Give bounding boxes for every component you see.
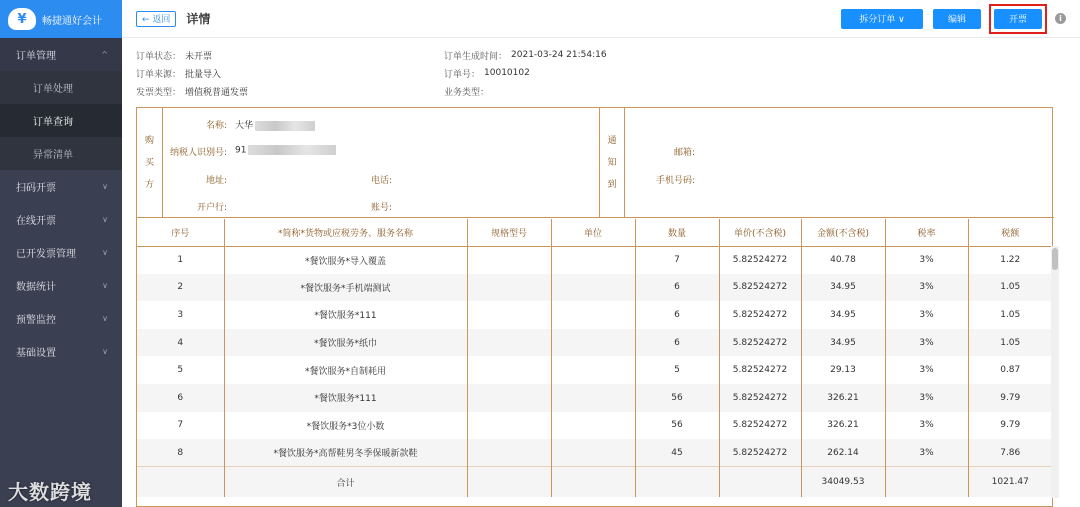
cell: 326.21 bbox=[801, 384, 885, 412]
items-table bbox=[137, 219, 1052, 497]
redacted-block bbox=[255, 121, 315, 131]
cell: 5.82524272 bbox=[719, 412, 801, 440]
cell: 29.13 bbox=[801, 356, 885, 384]
cell bbox=[551, 384, 635, 412]
order-no-value: 10010102 bbox=[484, 68, 530, 78]
cell bbox=[467, 356, 551, 384]
bank-label: 开户行: bbox=[196, 203, 227, 213]
col-header: 单位 bbox=[551, 219, 635, 246]
cell: 0.87 bbox=[1000, 365, 1021, 376]
table-row[interactable] bbox=[137, 412, 1052, 440]
menu-label: 订单管理 bbox=[16, 51, 56, 62]
cell: 262.14 bbox=[801, 439, 885, 467]
total-amount: 34049.53 bbox=[801, 467, 885, 497]
cell bbox=[551, 467, 635, 497]
cell bbox=[467, 246, 551, 274]
menu-statistics[interactable] bbox=[0, 269, 122, 302]
cell: *餐饮服务*纸巾 bbox=[224, 329, 467, 357]
table-scrollbar-thumb[interactable] bbox=[1052, 248, 1058, 270]
side-char: 购 bbox=[144, 136, 154, 146]
cell: 1.05 bbox=[968, 329, 1052, 357]
cell bbox=[137, 467, 224, 497]
table-row[interactable] bbox=[137, 274, 1052, 302]
cell: 1.05 bbox=[968, 274, 1052, 302]
col-header: 数量 bbox=[635, 219, 719, 246]
cell bbox=[635, 467, 719, 497]
side-char: 方 bbox=[144, 180, 154, 190]
cell: 7.86 bbox=[968, 439, 1052, 467]
cell bbox=[551, 329, 635, 357]
cell: 2 bbox=[137, 274, 224, 302]
source-value: 批量导入 bbox=[185, 69, 222, 80]
cell bbox=[551, 301, 635, 329]
menu-online-invoice[interactable] bbox=[0, 203, 122, 236]
col-header: 税率 bbox=[885, 219, 968, 246]
menu-label: 数据统计 bbox=[16, 282, 56, 293]
col-header: *简称*货物或应税劳务、服务名称 bbox=[224, 219, 467, 246]
cell bbox=[551, 356, 635, 384]
col-header: 规格型号 bbox=[467, 219, 551, 246]
cell bbox=[551, 246, 635, 274]
menu-alert-monitor[interactable] bbox=[0, 302, 122, 335]
tax-id-value bbox=[235, 145, 336, 156]
cell: 3% bbox=[885, 329, 968, 357]
issue-invoice-button[interactable]: 开票 bbox=[994, 9, 1042, 29]
issue-button-highlight bbox=[989, 4, 1047, 34]
chevron-down-icon: ∨ bbox=[102, 182, 108, 191]
table-row[interactable] bbox=[137, 329, 1052, 357]
cell: 3% bbox=[885, 246, 968, 274]
table-header-row bbox=[137, 219, 1052, 246]
menu-issued-invoices[interactable] bbox=[0, 236, 122, 269]
top-bar bbox=[122, 0, 1080, 38]
account-label: 账号: bbox=[370, 203, 392, 213]
tax-id-text: 91 bbox=[235, 145, 247, 156]
cell: 1.22 bbox=[1000, 255, 1021, 266]
cell: 1 bbox=[137, 246, 224, 274]
buyer-name-text: 大华 bbox=[235, 121, 254, 131]
page-title: 详情 bbox=[186, 12, 211, 26]
col-header: 税额 bbox=[968, 219, 1052, 246]
cell bbox=[467, 301, 551, 329]
menu-item-exception-list[interactable]: 异常清单 bbox=[33, 150, 73, 161]
email-label: 邮箱: bbox=[673, 148, 695, 158]
table-scrollbar-track[interactable] bbox=[1051, 246, 1059, 498]
buyer-name-value bbox=[235, 118, 315, 131]
cell: 5.82524272 bbox=[719, 246, 801, 274]
buyer-section bbox=[137, 108, 1054, 218]
cell bbox=[551, 439, 635, 467]
brand-logo[interactable] bbox=[0, 0, 122, 38]
side-char: 通 bbox=[607, 136, 617, 146]
cell: 5.82524272 bbox=[719, 384, 801, 412]
cell: *餐饮服务*3位小数 bbox=[224, 412, 467, 440]
cell: 45 bbox=[635, 439, 719, 467]
cell: 34.95 bbox=[801, 274, 885, 302]
cell bbox=[467, 412, 551, 440]
side-char: 知 bbox=[607, 158, 617, 168]
notify-side-label bbox=[599, 108, 625, 218]
cell: 7 bbox=[635, 246, 719, 274]
invoice-type-value: 增值税普通发票 bbox=[185, 87, 249, 98]
cell: 40.78 bbox=[801, 246, 885, 274]
cell: *餐饮服务*自制耗用 bbox=[224, 356, 467, 384]
main-content bbox=[122, 0, 1080, 507]
cell bbox=[719, 467, 801, 497]
cell: 4 bbox=[137, 329, 224, 357]
menu-order-management[interactable] bbox=[0, 38, 122, 71]
col-header: 序号 bbox=[137, 219, 224, 246]
cell: 5.82524272 bbox=[719, 301, 801, 329]
tax-id-label: 纳税人识别号: bbox=[169, 148, 227, 158]
menu-label: 基础设置 bbox=[16, 348, 56, 359]
chevron-down-icon: ∨ bbox=[102, 248, 108, 257]
col-header: 金额(不含税) bbox=[801, 219, 885, 246]
total-label: 合计 bbox=[224, 467, 467, 497]
menu-item-order-processing[interactable]: 订单处理 bbox=[33, 84, 73, 95]
buyer-name-label: 名称: bbox=[205, 121, 227, 131]
side-char: 买 bbox=[144, 158, 154, 168]
side-char: 到 bbox=[607, 180, 617, 190]
cell bbox=[467, 384, 551, 412]
menu-label: 预警监控 bbox=[16, 315, 56, 326]
cell: 34.95 bbox=[801, 301, 885, 329]
cell bbox=[467, 274, 551, 302]
menu-basic-settings[interactable] bbox=[0, 335, 122, 368]
cell: 1.05 bbox=[1000, 309, 1021, 320]
table-row[interactable] bbox=[137, 246, 1052, 274]
cell: 9.79 bbox=[968, 384, 1052, 412]
buyer-side-label bbox=[137, 108, 163, 218]
chevron-down-icon: ∨ bbox=[102, 281, 108, 290]
cell: 3% bbox=[885, 412, 968, 440]
cell: 6 bbox=[137, 384, 224, 412]
brand-name: 畅捷通好会计 bbox=[42, 15, 102, 27]
created-time-value: 2021-03-24 21:54:16 bbox=[511, 50, 607, 60]
cell: 6 bbox=[635, 329, 719, 357]
cell: 5.82524272 bbox=[719, 439, 801, 467]
order-meta bbox=[122, 38, 1080, 98]
cell: *餐饮服务*手机端测试 bbox=[224, 274, 467, 302]
table-row[interactable] bbox=[137, 301, 1052, 329]
status-value: 未开票 bbox=[185, 51, 213, 62]
back-button[interactable]: ← 返回 bbox=[136, 11, 176, 27]
cell: 5.82524272 bbox=[719, 356, 801, 384]
mobile-label: 手机号码: bbox=[655, 176, 695, 186]
chevron-up-icon: ^ bbox=[101, 50, 108, 59]
invoice-box bbox=[136, 107, 1053, 507]
cell: *餐饮服务*导入覆盖 bbox=[224, 246, 467, 274]
created-time-label: 订单生成时间： bbox=[444, 51, 508, 62]
source-label: 订单来源： bbox=[136, 69, 182, 80]
menu-label: 在线开票 bbox=[16, 216, 56, 227]
cell: 56 bbox=[635, 384, 719, 412]
cell bbox=[467, 439, 551, 467]
cell bbox=[885, 467, 968, 497]
order-no-label: 订单号： bbox=[444, 69, 481, 80]
cell: 3% bbox=[885, 301, 968, 329]
col-header: 单价(不含税) bbox=[719, 219, 801, 246]
invoice-type-label: 发票类型： bbox=[136, 87, 182, 98]
cell: *餐饮服务*111 bbox=[224, 384, 467, 412]
total-row bbox=[137, 467, 1052, 497]
chevron-down-icon: ∨ bbox=[102, 215, 108, 224]
chevron-down-icon: ∨ bbox=[102, 347, 108, 356]
cell: 6 bbox=[635, 274, 719, 302]
cell: 5 bbox=[137, 356, 224, 384]
cell bbox=[551, 274, 635, 302]
cell: *餐饮服务*111 bbox=[224, 301, 467, 329]
address-label: 地址: bbox=[205, 176, 227, 186]
cell bbox=[551, 412, 635, 440]
total-tax: 1021.47 bbox=[968, 467, 1052, 497]
edit-button[interactable]: 编辑 bbox=[933, 9, 981, 29]
table-row[interactable] bbox=[137, 384, 1052, 412]
cell: 326.21 bbox=[801, 412, 885, 440]
cell bbox=[467, 467, 551, 497]
menu-label: 扫码开票 bbox=[16, 183, 56, 194]
watermark-text: 大数跨境 bbox=[8, 480, 92, 504]
cell: 56 bbox=[635, 412, 719, 440]
chevron-down-icon: ∨ bbox=[102, 314, 108, 323]
phone-label: 电话: bbox=[370, 176, 392, 186]
cell: 6 bbox=[635, 301, 719, 329]
status-label: 订单状态： bbox=[136, 51, 182, 62]
table-row[interactable] bbox=[137, 439, 1052, 467]
cell bbox=[467, 329, 551, 357]
cell: 3 bbox=[137, 301, 224, 329]
biz-type-label: 业务类型： bbox=[444, 87, 490, 98]
cell: 5.82524272 bbox=[719, 329, 801, 357]
action-bar bbox=[831, 4, 1066, 34]
cell: 3% bbox=[885, 356, 968, 384]
cell: 5.82524272 bbox=[719, 274, 801, 302]
menu-scan-invoice[interactable] bbox=[0, 170, 122, 203]
split-order-dropdown[interactable]: 拆分订单 ∨ bbox=[841, 9, 923, 29]
info-icon[interactable]: i bbox=[1055, 13, 1066, 24]
cell: 9.79 bbox=[1000, 420, 1021, 431]
cell: 7 bbox=[137, 412, 224, 440]
cell: 3% bbox=[885, 274, 968, 302]
sidebar bbox=[0, 0, 122, 507]
cell: 5 bbox=[635, 356, 719, 384]
cloud-logo-icon: ¥ bbox=[8, 8, 36, 30]
submenu-orders bbox=[0, 71, 122, 170]
table-row[interactable] bbox=[137, 356, 1052, 384]
cell: 8 bbox=[137, 439, 224, 467]
cell: 3% bbox=[885, 439, 968, 467]
menu-item-order-query[interactable]: 订单查询 bbox=[0, 104, 122, 137]
cell: *餐饮服务*高帮鞋男冬季保暖新款鞋 bbox=[224, 439, 467, 467]
redacted-block bbox=[248, 145, 336, 155]
cell: 34.95 bbox=[801, 329, 885, 357]
cell: 3% bbox=[885, 384, 968, 412]
menu-label: 已开发票管理 bbox=[16, 249, 76, 260]
